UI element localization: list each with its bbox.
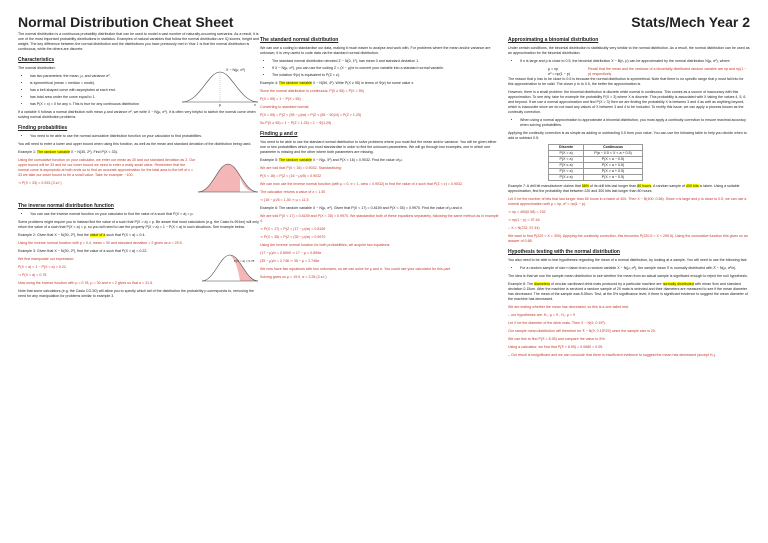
approx-text-1: The reason that p has to be close to 0.5 is because the normal distribution is symmetrical. Note that there is no specific range that p must fall into for this approximation to be valid. The closer p is to 0.5, the better the approximation is. [508,77,744,86]
finding-probabilities-heading: Finding probabilities [18,125,68,131]
finding-mu-sigma-heading: Finding μ and σ [260,131,298,137]
hypothesis-intro: You also need to be able to test hypotheses regarding the mean of a normal distribution, by looking at a sample. You will need to use the following fact: [508,258,748,262]
approx-bullet: • If n is large and p is close to 0.5, the binomial distribution X ~ B(n, p) can be approximated by the normal distribution N(μ, σ²), where: [520,59,750,64]
inverse-normal-heading: The inverse normal distribution function [18,203,114,209]
approx-binomial-heading: Approximating a binomial distribution [508,37,599,43]
hypothesis-testing-heading: Hypothesis testing with the normal distribution [508,249,620,255]
example-2-solution: Using the inverse normal function with p = 0.4, mean = 30 and standard deviation = 2 gives us a = 29.5. [18,241,183,245]
example-6-step: (17 − μ)/σ = 0.8990 ⇒ 17 − μ = 0.899σ [260,251,322,255]
example-6-step: Solving gives us μ = 19.0, σ = 2.28 (3 s.f.) [260,275,327,279]
example-8-step: – our hypotheses are: H₀: μ = 9 , H₁: μ < 9 [508,313,575,317]
continuity-correction-text: Applying the continuity correction is as simple as adding or subtracting 0.5 from your value. You can use the following table to help you decide when to add or subtract 0.5: [508,131,747,140]
standard-normal-intro: We can use a coding to standardise our data, making it much easier to analyse and work with. For problems where the mean and/or variance are unknown, it is very useful to code data via the standard normal distribution. [260,46,491,55]
example-5-step: We are told that P(X < 16) = 0.9032. Standardising: [260,166,342,170]
mu-label: μ [219,103,222,107]
example-4-step: Since the normal distribution is continuous: P(X ≥ 55) = P(X > 55) [260,89,364,93]
characteristics-heading: Characteristics [18,57,55,63]
example-8-step: Let X be the diameter of the drink mats. Then X ~ N(9, 0.15²). [508,321,606,325]
example-8-step: Our sample mean distribution will therefore be X̄ ~ N(9, 0.15²/20) since the sample size is 20. [508,329,656,333]
page-title: Normal Distribution Cheat Sheet [18,14,234,30]
approx-text-2: However, there is a small problem: the binomial distribution is discrete while normal is continuous. This comes as a source of inaccuracy with this approximation. To see why, take for example the probability P(X > 3) where X is discrete. This probability is associated with X taking the values 4, 5, 6 and beyond. If we use a normal approximation and find P(X > 3) then we are finding the probability X is between 3 and 4 as well as anything beyond, which is inaccurate since we do not want any values of X between 3 and 4 to be included. To rectify this issue, we can apply a process known as the continuity correction. [508,90,746,114]
curve-label: X ~ N(μ, σ²) [226,68,245,72]
example-1-answer: ⇒ P(X < 33) = 0.933 (3 s.f.) [18,181,62,185]
example-7-step: Let X be the number of bits that last longer than 80 hours in a batch of 400. Then X ~ B(400, 0.58). Since n is large and p is close to 0.5, we can use a normal approximation with μ = np, σ² = np(1 − p). [508,197,747,206]
example-4-step: P(X > 55) = 1 − P(X < 55) [260,97,301,101]
example-7-step: ∴ X ≈ N(232, 97.44) [508,226,540,230]
characteristics-intro: The normal distribution: [18,66,56,70]
example-1-curve [196,158,260,198]
example-7-step: ⇒ np = 400(0.58) = 232 [508,210,546,214]
standard-normal-list [260,59,500,78]
example-8-step: We use this to find P(X̄ < 8.95) and compare the value to 5%: [508,337,606,341]
hypothesis-bullet: • For a random sample of size n taken from a random variable X ~ N(μ, σ²), the sample mean X̄ is normally distributed with X̄ ~ N(μ, σ²/n). [520,266,750,271]
example-6-step: ⇒ P(X < 17) = P(Z < (17 − μ)/σ) = 0.8159 [260,227,326,231]
example-3-curve [200,249,260,289]
inverse-text: Some problems might require you to instead find the value of a such that P(X > a) = p. Be aware that most calculators (e.g. the Casio fx-991ex) will only return the value of a such that P(X < a) = p, so you will need to use the property P(X > a) = 1 − P(X < a) in such situations. See example below. [18,220,259,229]
example-2: Example 2: Given that X ~ N(30, 2²), find the value of a such that P(X < a) = 0.4. [18,233,146,237]
closing-note: Note that some calculators (e.g. the Casio CG-50) will allow you to specify which tail of the distribution the probability p corresponds to, removing the need for any manipulation for problems similar to example 3. [18,289,254,298]
approx-formula-mean: μ = np [548,67,559,71]
example-3-step-2: P(X > a) = 1 − P(X < a) = 0.22 [18,265,66,269]
example-3: Example 3: Given that X ~ N(30, 2²), find the value of a such that P(X > a) = 0.22. [18,249,148,253]
example-8-step: Using a calculator, we find that P(X̄ < 8.95) = 0.0680 > 0.05. [508,345,604,349]
example-8: Example 8: The diameters of circular cardboard drink mats produced by a particular machine are normally distributed with mean 9cm and standard deviation 0.15cm. After the machine is serviced a random sample of 20 mats is selected and their diameters are measured to see if the mean diameter has decreased. The mean of the sample was 8.95cm. Test, at the 5% significance level, if there is significant evidence to suggest the mean diameter of the machine has decreased. [508,282,748,301]
example-3-curve-label: P(X < a) = 0.78 [234,259,255,263]
example-4-step: Converting to standard normal: [260,105,310,109]
list-item: • has total area under the curve equal to 1. [30,95,180,100]
table-row: P(X < a) P(X < a − 0.5) [549,157,643,163]
example-1: Example 1: The random variable X ~ N(30, 2²). Find P(X < 33). [18,150,118,154]
continuity-correction-table [548,144,643,181]
column-middle [260,32,500,283]
example-3-step-1: We first manipulate our expression: [18,257,75,261]
list-item: • If X ~ N(μ, σ²), you can use the coding Z = (X − μ)/σ to convert your variable into a standard normal variable. [272,66,500,71]
intro-paragraph: The normal distribution is a continuous probability distribution that can be used to model a vast number of naturally-occurring scenarios. As a result, it is one of the most important probability distributions in statistics. Examples of natural variables that follow the normal distribution are IQ scores, height and weight. The key difference between the normal distribution and the distributions you have previously met in Year 1 is that the normal distribution is continuous, while the others are discrete. [18,32,259,51]
table-row: P(X ≤ a) P(X < a + 0.5) [549,163,643,169]
column-left [18,32,260,302]
approx-note: Recall that the mean and the variance of a binomially distributed random variable are np and np(1 − p) respectively. [588,67,747,76]
course-title: Stats/Mech Year 2 [631,14,750,30]
after-curve-text: If a variable X follows a normal distribution with mean μ and variance σ², we write X ~ N(μ, σ²). It is often very helpful to sketch the normal curve when solving normal distribution problems. [18,110,256,119]
example-3-step-3: ⇒ P(X < a) = 0.78 [18,273,47,277]
finding-bullet: • You need to be able to use the normal cumulative distribution function on your calculator to find probabilities. [30,134,260,139]
table-header: Discrete [549,145,584,151]
table-row: P(X ≥ a) P(X > a − 0.5) [549,175,643,181]
table-row: P(X = a) P(a − 0.5 < X < a + 0.5) [549,151,643,157]
inverse-bullet: • You can use the inverse normal function on your calculator to find the value of a such that P(X < a) = p. [30,212,260,217]
normal-curve-figure [180,66,260,110]
list-item: • has P(X = x) = 0 for any x. This is true for any continuous distribution [30,102,180,107]
example-5-step: P(X < 16) = P(Z < (16 − μ)/5) = 0.9032 [260,174,322,178]
example-4-step: P(X < 55) = P(Z < (55 − μ)/σ) = P(Z < (55 − 50)/4) = P(Z < 1.25) [260,113,362,117]
approx-formula-variance: σ² = np(1 − p) [548,72,570,76]
finding-text: You will need to enter a lower and upper bound when using this function, as well as the mean and standard deviation of the distribution being used. [18,142,252,146]
list-item: • is symmetrical (mean = median = mode). [30,81,180,86]
example-7-step: ⇒ np(1 − p) = 97.44 [508,218,540,222]
list-item: • has two parameters: the mean, μ, and variance σ². [30,74,180,79]
table-header: Continuous [584,145,643,151]
finding-mu-sigma-text: You need to be able to use the standard normal distribution to solve problems where you must find the mean and/or variance. You will be given either one or two probabilities which you must standardise in order to find the unknown parameters. We will go through two examples, one in which one parameter is missing and the other where both parameters are missing. [260,140,497,154]
example-6-step: Using the inverse normal function for both probabilities, we acquire two equations: [260,243,391,247]
example-6-step: ⇒ P(X < 35) = P(Z < (35 − μ)/σ) = 0.9970 [260,235,326,239]
example-7-step: We want to find P(220 < X < 300). Applying the continuity correction, this becomes P(220.5 < X < 299.5). Using the cumulative function this gives us an answer of 0.88. [508,234,748,243]
hypothesis-text: The idea is that we use the sample mean distribution to see whether the mean from an actual sample is significant enough to reject the null hypothesis. [508,274,748,278]
x-label: x [254,103,256,107]
example-6-step: We are told P(X < 17) = 0.8159 and P(X < 35) = 0.9970. We standardise both of these equations separately, following the same method as in example 4. [260,214,499,223]
list-item: • has a bell-shaped curve with asymptotes at each end. [30,88,180,93]
example-1-solution: Using the cumulative function on your calculator, we enter our mean as 30 and our standard deviation as 2. Our upper bound will be 33 and for our lower bound we need to enter a really small value. Remember that the normal curve is asymptotic at both ends so to find an accurate approximation for the total area to the left of x = 33 we take our lower bound to be a small value. Take for example: −100. [18,158,196,177]
example-5: Example 5: The random variable X ~ N(μ, 5²) and P(X < 16) = 0.9032. Find the value of μ. [260,158,403,162]
list-item: • The notation Φ(z) is equivalent to P(Z < z). [272,73,500,78]
continuity-correction-bullet: • When using a normal approximation to approximate a binomial distribution, you must apply a continuity correction to ensure maximal accuracy when solving probabilities. [520,118,750,128]
example-5-step: ⇒ (16 − μ)/5 = 1.30 ⇒ μ = 11.5 [260,198,309,202]
example-8-step: We are testing whether the mean has decreased, so this is a one-tailed test. [508,305,629,309]
example-8-step: – Our result is insignificant and we can conclude that there is insufficient evidence to suggest the mean has decreased (accept H₀). [508,353,717,357]
approx-intro: Under certain conditions, the binomial distribution is statistically very similar to the normal distribution. As a result, the normal distribution can be used as an approximation for the binomial distribution. [508,46,750,55]
table-row: P(X > a) P(X > a + 0.5) [549,169,643,175]
characteristics-list [18,74,180,107]
example-5-step: We can now use the inverse normal function (with μ = 0, σ = 1, area = 0.9032) to find the value of z such that P(Z < z) = 0.9032. [260,182,463,186]
example-6-step: (35 − μ)/σ = 2.748 ⇒ 35 − μ = 2.748σ [260,259,320,263]
column-right [508,32,750,361]
example-4-step: So P(X ≥ 55) = 1 − P(Z < 1.25) = 1 − Φ(1.25) [260,121,332,125]
example-7: Example 7: A drill bit manufacturer claims that 58% of its drill bits last longer than 80 hours. A random sample of 400 bits is taken. Using a suitable approximation, find the probability that between 220 and 300 bits last longer than 80 hours. [508,184,740,193]
list-item: • The standard normal distribution denoted Z ~ N(0, 1²), has mean 0 and standard deviation 1. [272,59,500,64]
example-6-step: We now have two equations with two unknowns, so we can solve for μ and σ. You could use your calculator for this part. [260,267,451,271]
example-4: Example 4: The random variable X ~ N(50, 4²). Write P(X ≥ 55) in terms of Φ(z) for some value z. [260,81,415,85]
example-6: Example 6: The random variable X ~ N(μ, σ²). Given that P(X < 17) = 0.8159 and P(X < 35) = 0.9970. Find the value of μ and σ. [260,206,463,210]
example-3-step-4: Now using the inverse function with p = 0.78, μ = 30 and σ = 2 gives us that a = 31.5. [18,281,154,285]
standard-normal-heading: The standard normal distribution [260,37,339,43]
example-5-step: The calculator returns a value of z = 1.30 [260,190,326,194]
